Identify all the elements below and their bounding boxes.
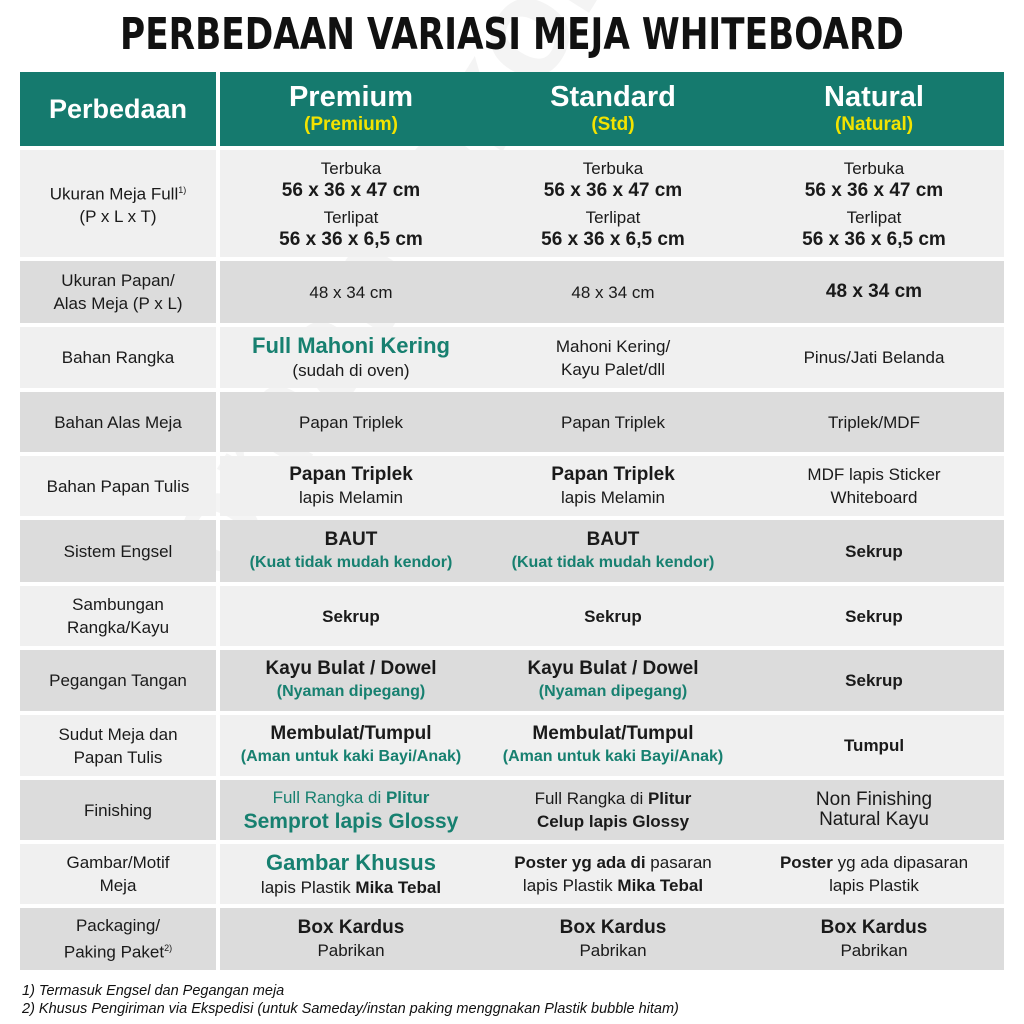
row-label: Pegangan Tangan [20,650,216,711]
cell-natural: Box Kardus Pabrikan [744,908,1004,970]
cell-standard: Terbuka 56 x 36 x 47 cm Terlipat 56 x 36 x 6,5 cm [482,150,744,257]
row-label: Sambungan Rangka/Kayu [20,586,216,646]
cell-standard: Box Kardus Pabrikan [482,908,744,970]
cell-standard: Papan Triplek [482,392,744,452]
cell-premium: Kayu Bulat / Dowel (Nyaman dipegang) [220,650,482,711]
cell-natural: Triplek/MDF [744,392,1004,452]
row-label: Bahan Papan Tulis [20,456,216,516]
cell-premium: Papan Triplek [220,392,482,452]
table-row-bahan-papan-tulis [20,456,1004,516]
cell-natural: Sekrup [744,650,1004,711]
page-title: PERBEDAAN VARIASI MEJA WHITEBOARD [120,9,904,60]
cell-premium: 48 x 34 cm [220,261,482,323]
cell-natural: MDF lapis Sticker Whiteboard [744,456,1004,516]
table-row-gambar [20,844,1004,904]
table-row-pegangan [20,650,1004,711]
cell-natural: Tumpul [744,715,1004,776]
table-row-sudut [20,715,1004,776]
table-header [20,72,1004,146]
cell-premium: Full Rangka di Plitur Semprot lapis Glossy [220,780,482,840]
table-row-sistem-engsel [20,520,1004,582]
row-label: Ukuran Meja Full$^{1)}$ (P x L x T) [20,150,216,257]
cell-standard: Kayu Bulat / Dowel (Nyaman dipegang) [482,650,744,711]
cell-standard: Papan Triplek lapis Melamin [482,456,744,516]
row-label: Ukuran Papan/ Alas Meja (P x L) [20,261,216,323]
header-natural: Natural (Natural) [824,81,924,135]
table-row-ukuran-meja [20,150,1004,257]
cell-standard: Sekrup [482,586,744,646]
footnotes [22,982,679,1018]
table-row-bahan-rangka [20,327,1004,388]
footnote-1: 1) Termasuk Engsel dan Pegangan meja [22,983,285,999]
header-perbedaan: Perbedaan [20,72,216,146]
row-label: Packaging/ Paking Paket$^{2)}$ [20,908,216,970]
table-row-bahan-alas [20,392,1004,452]
table-row-packaging [20,908,1004,970]
cell-standard: Mahoni Kering/ Kayu Palet/dll [482,327,744,388]
cell-premium: Full Mahoni Kering (sudah di oven) [220,327,482,388]
cell-natural: Poster yg ada dipasaran lapis Plastik [744,844,1004,904]
cell-premium: Box Kardus Pabrikan [220,908,482,970]
cell-standard: BAUT (Kuat tidak mudah kendor) [482,520,744,582]
cell-premium: Sekrup [220,586,482,646]
row-label: Bahan Rangka [20,327,216,388]
cell-natural: Terbuka 56 x 36 x 47 cm Terlipat 56 x 36 x 6,5 cm [744,150,1004,257]
row-label: Gambar/Motif Meja [20,844,216,904]
row-label: Finishing [20,780,216,840]
cell-natural: Sekrup [744,520,1004,582]
table-row-sambungan [20,586,1004,646]
row-label: Bahan Alas Meja [20,392,216,452]
cell-natural: 48 x 34 cm [744,261,1004,323]
header-premium: Premium (Premium) [288,81,414,135]
cell-premium: BAUT (Kuat tidak mudah kendor) [220,520,482,582]
row-label: Sistem Engsel [20,520,216,582]
header-standard: Standard (Std) [550,81,676,135]
cell-premium: Gambar Khusus lapis Plastik Mika Tebal [220,844,482,904]
cell-natural: Pinus/Jati Belanda [744,327,1004,388]
footnote-2: 2) Khusus Pengiriman via Ekspedisi (untuk Sameday/instan paking menggnakan Plastik bubble hitam) [22,1001,679,1017]
row-label: Sudut Meja dan Papan Tulis [20,715,216,776]
cell-premium: Papan Triplek lapis Melamin [220,456,482,516]
cell-natural: Non Finishing Natural Kayu [744,780,1004,840]
cell-standard: Poster yg ada di pasaran lapis Plastik Mika Tebal [482,844,744,904]
cell-premium: Membulat/Tumpul (Aman untuk kaki Bayi/Anak) [220,715,482,776]
cell-standard: Membulat/Tumpul (Aman untuk kaki Bayi/Anak) [482,715,744,776]
cell-standard: 48 x 34 cm [482,261,744,323]
table-row-ukuran-papan [20,261,1004,323]
cell-standard: Full Rangka di Plitur Celup lapis Glossy [482,780,744,840]
table-row-finishing [20,780,1004,840]
cell-natural: Sekrup [744,586,1004,646]
cell-premium: Terbuka 56 x 36 x 47 cm Terlipat 56 x 36 x 6,5 cm [220,150,482,257]
